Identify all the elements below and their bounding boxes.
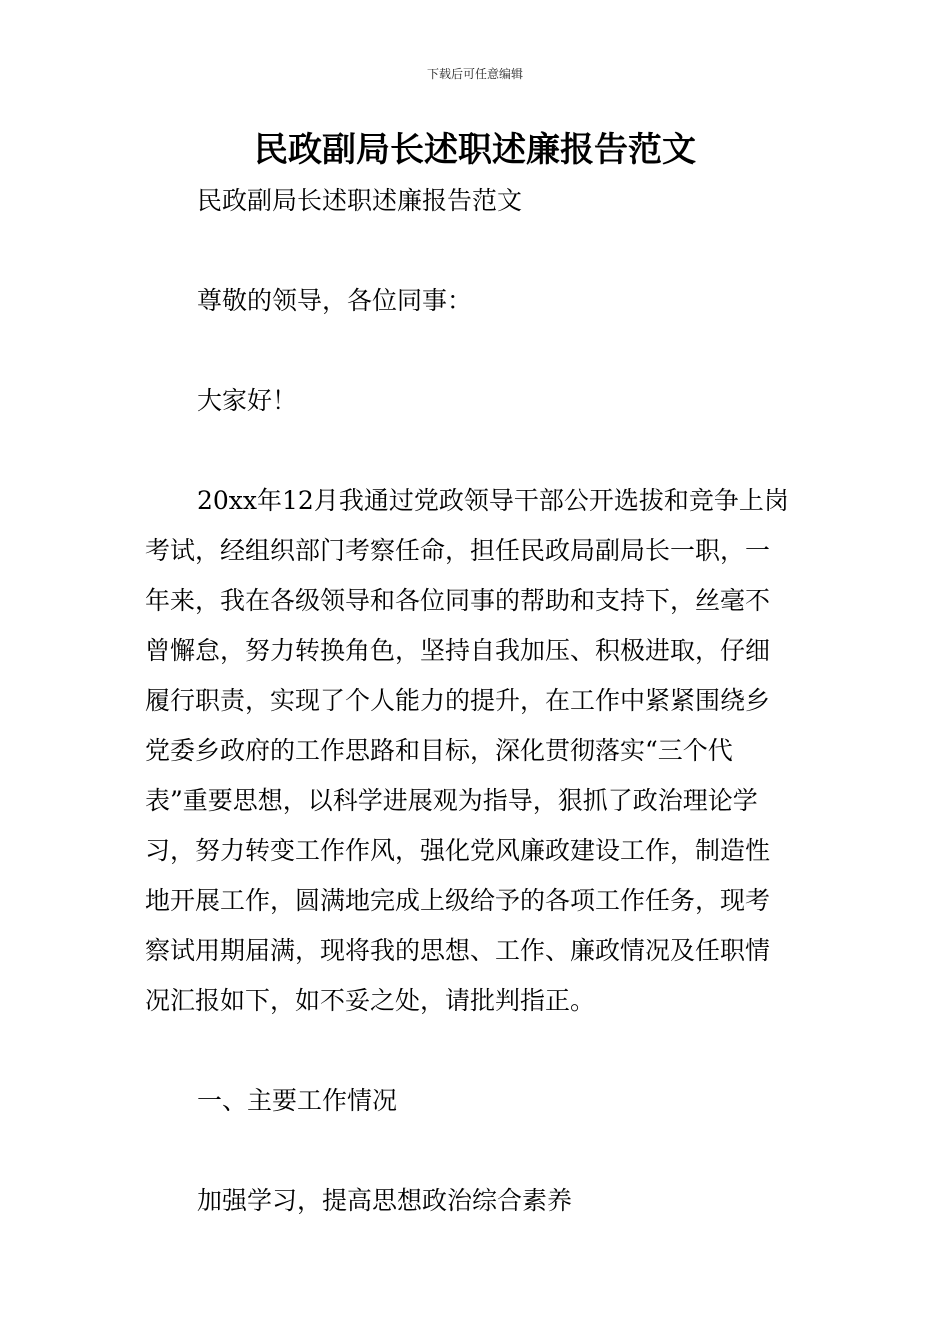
body-line: 表”重要思想，以科学进展观为指导，狠抓了政治理论学: [145, 786, 758, 815]
greeting-line: 尊敬的领导，各位同事：: [197, 286, 473, 315]
hello-line: 大家好！: [197, 386, 298, 415]
body-line: 履行职责，实现了个人能力的提升，在工作中紧紧围绕乡: [145, 686, 771, 715]
body-line: 年来，我在各级领导和各位同事的帮助和支持下，丝毫不: [145, 586, 771, 615]
body-line: 曾懈怠，努力转换角色，坚持自我加压、积极进取，仔细: [145, 636, 771, 665]
body-line: 况汇报如下，如不妥之处，请批判指正。: [145, 986, 596, 1015]
document-title: 民政副局长述职述廉报告范文: [254, 130, 696, 170]
body-line: 察试用期届满，现将我的思想、工作、廉政情况及任职情: [145, 936, 771, 965]
subsection-heading: 加强学习，提高思想政治综合素养: [197, 1186, 573, 1215]
body-line: 党委乡政府的工作思路和目标，深化贯彻落实“三个代: [145, 736, 733, 765]
body-line: 地开展工作，圆满地完成上级给予的各项工作任务，现考: [145, 886, 771, 915]
subtitle-line: 民政副局长述职述廉报告范文: [197, 186, 523, 215]
body-line: 20xx年12月我通过党政领导干部公开选拔和竞争上岗: [197, 486, 789, 515]
body-line: 习，努力转变工作作风，强化党风廉政建设工作，制造性: [145, 836, 771, 865]
body-line: 考试，经组织部门考察任命，担任民政局副局长一职，一: [145, 536, 771, 565]
section-heading: 一、主要工作情况: [197, 1086, 398, 1115]
body-paragraph: [145, 476, 809, 1026]
document-body: [145, 176, 809, 1226]
header-note: 下载后可任意编辑: [426, 67, 523, 81]
